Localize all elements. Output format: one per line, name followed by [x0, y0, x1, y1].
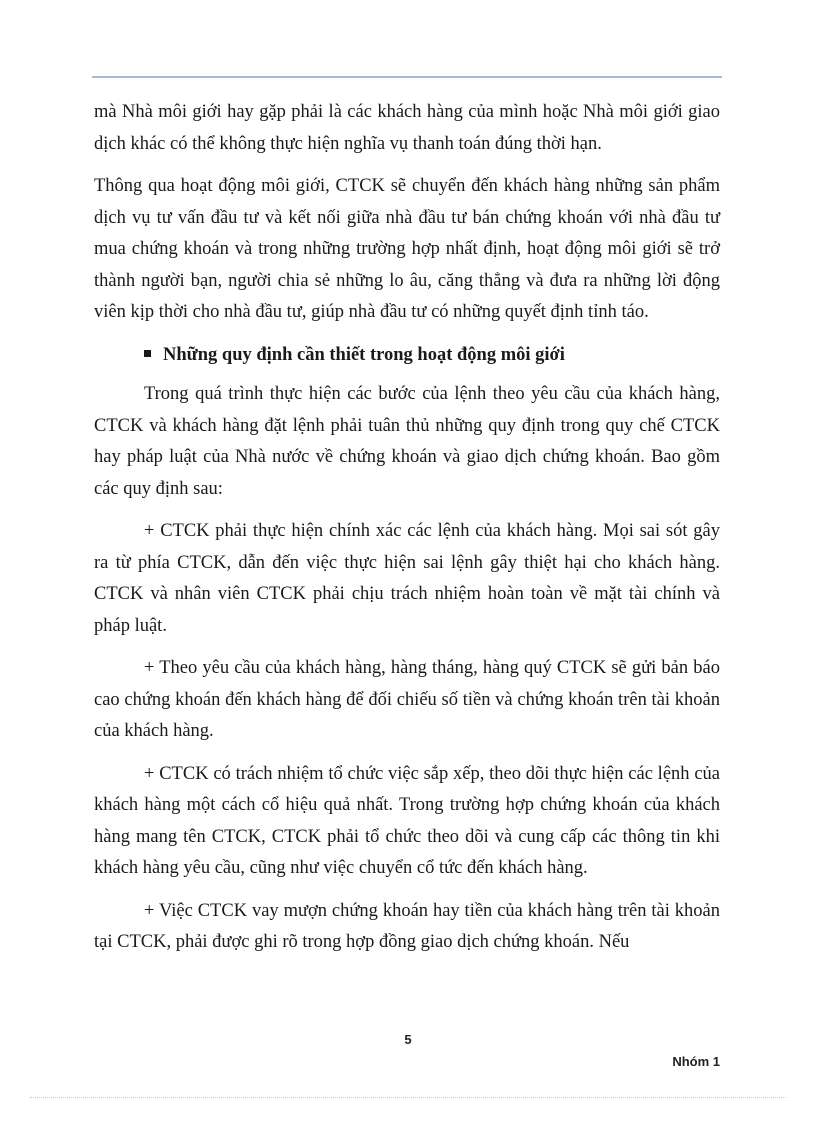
section-heading-text: Những quy định cần thiết trong hoạt động môi giới — [163, 344, 565, 365]
paragraph-rule-reporting: + Theo yêu cầu của khách hàng, hàng tháng, hàng quý CTCK sẽ gửi bản báo cao chứng khoán đến khách hàng để đối chiếu số tiền và chứng khoán trên tài khoản của khách hàng. — [94, 658, 720, 741]
footer-dotted-rule — [30, 1097, 786, 1098]
paragraph-brokerage-role: Thông qua hoạt động môi giới, CTCK sẽ chuyển đến khách hàng những sản phẩm dịch vụ tư vấn đầu tư và kết nối giữa nhà đầu tư bán chứng khoán với nhà đầu tư mua chứng khoán và trong những trường hợp nhất định, hoạt động môi giới sẽ trở thành người bạn, người chia sẻ những lo âu, căng thẳng và đưa ra những lời động viên kịp thời cho nhà đầu tư, giúp nhà đầu tư có những quyết định tỉnh táo. — [94, 176, 720, 322]
paragraph-rule-borrowing: + Việc CTCK vay mượn chứng khoán hay tiền của khách hàng trên tài khoản tại CTCK, phải được ghi rõ trong hợp đồng giao dịch chứng khoán. Nếu — [94, 900, 720, 952]
document-body — [94, 97, 720, 970]
header-rule — [92, 76, 722, 78]
paragraph-rule-organization: + CTCK có trách nhiệm tổ chức việc sắp xếp, theo dõi thực hiện các lệnh của khách hàng một cách cổ hiệu quả nhất. Trong trường hợp chứng khoán của khách hàng mang tên CTCK, CTCK phải tổ chức theo dõi và cung cấp các thông tin khi khách hàng yêu cầu, cũng như việc chuyển cổ tức đến khách hàng. — [94, 763, 720, 878]
page-number: 5 — [404, 1032, 412, 1047]
footer-group-label: Nhóm 1 — [672, 1054, 720, 1069]
paragraph-continuation: mà Nhà môi giới hay gặp phải là các khách hàng của mình hoặc Nhà môi giới giao dịch khác có thể không thực hiện nghĩa vụ thanh toán đúng thời hạn. — [94, 102, 720, 154]
section-heading — [94, 340, 720, 372]
square-bullet-icon — [144, 350, 151, 357]
paragraph-rule-accuracy: + CTCK phải thực hiện chính xác các lệnh của khách hàng. Mọi sai sót gây ra từ phía CTCK, dẫn đến việc thực hiện sai lệnh gây thiệt hại cho khách hàng. CTCK và nhân viên CTCK phải chịu trách nhiệm hoàn toàn về mặt tài chính và pháp luật. — [94, 521, 720, 636]
paragraph-regulations-intro: Trong quá trình thực hiện các bước của lệnh theo yêu cầu của khách hàng, CTCK và khách hàng đặt lệnh phải tuân thủ những quy định trong quy chế CTCK hay pháp luật của Nhà nước về chứng khoán và giao dịch chứng khoán. Bao gồm các quy định sau: — [94, 384, 720, 499]
